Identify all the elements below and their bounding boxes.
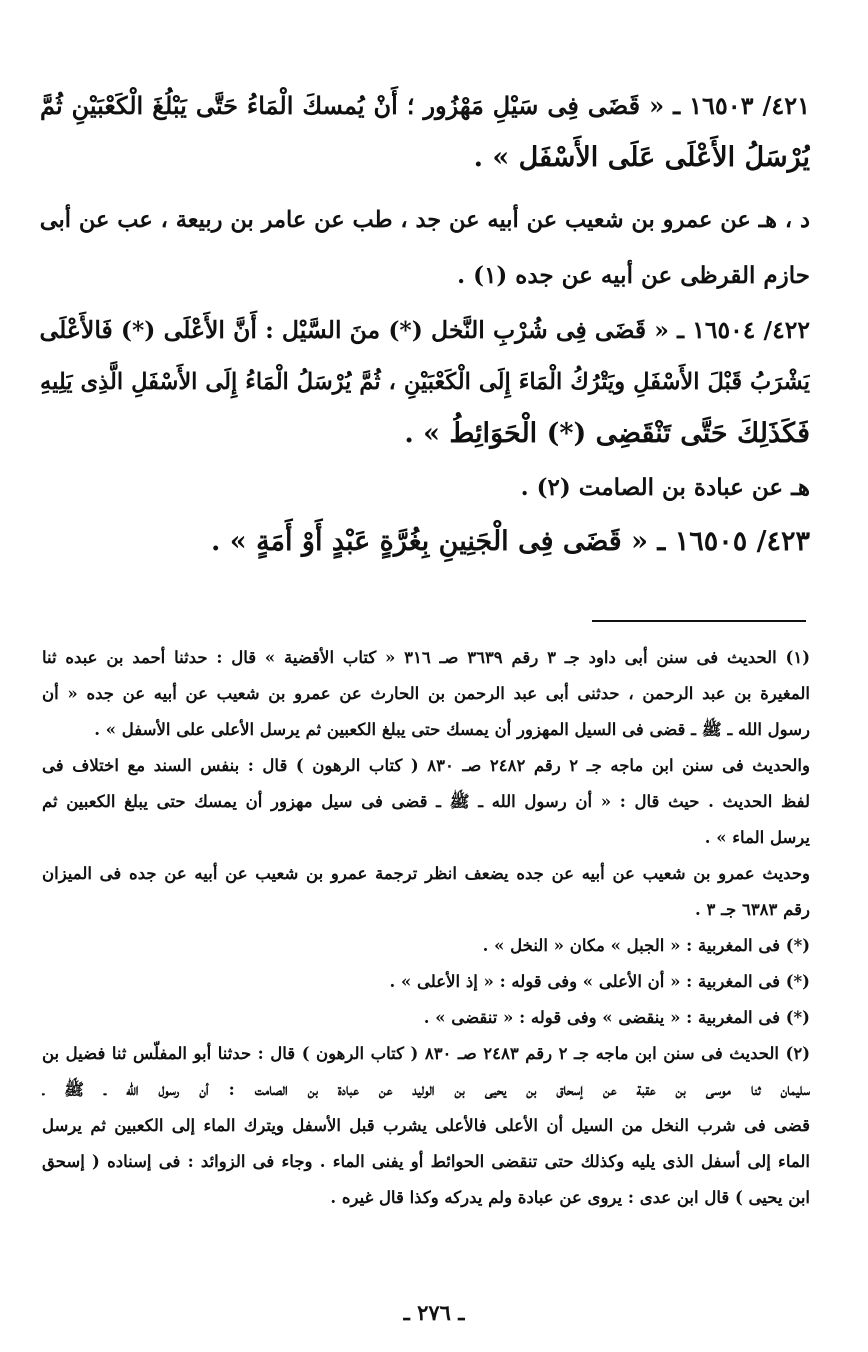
page-number: ـ ٢٧٦ ـ [403, 1300, 465, 1325]
footnote-line: سليمان ثنا موسى بن عقبة عن إسحاق بن يحيى بن الوليد عن عبادة بن الصامت : أن رسول الله ـ ﷺ ـ [42, 1080, 810, 1099]
hadith-422-line-3: فَكَذَلِكَ حَتَّى تَنْقَضِى (*) الْحَوَائِطُ » . [404, 418, 810, 449]
footnote-line: قضى فى شرب النخل من السيل أن الأعلى فالأعلى يشرب قبل الأسفل ويترك الماء إلى الكعبين ثم يرسل [42, 1116, 810, 1135]
footnote-line: يرسل الماء » . [704, 828, 810, 847]
footnote-line: (*) فى المغربية : « أن الأعلى » وفى قوله : « إذ الأعلى » . [389, 972, 810, 991]
footnote-line: (٢) الحديث فى سنن ابن ماجه جـ ٢ رقم ٢٤٨٣ صـ ٨٣٠ ( كتاب الرهون ) قال : حدثنا أبو المفلّس ثنا فضيل بن [42, 1044, 810, 1063]
hadith-421-line-2: يُرْسَلُ الأَعْلَى عَلَى الأَسْفَل » . [473, 142, 810, 173]
footnote-divider [592, 620, 806, 622]
hadith-422-line-2: يَشْرَبُ قَبْلَ الأَسْفَلِ ويَتْرُكُ الْمَاءَ إِلَى الْكَعْبَيْنِ ، ثُمَّ يُرْسَلُ الْمَاءُ إِلَى الأَسْفَلِ الَّذِى يَلِيهِ [40, 369, 810, 395]
hadith-421-line-1: ٤٢١/ ١٦٥٠٣ ـ « قَضَى فِى سَيْلِ مَهْزُور ؛ أَنْ يُمسكَ الْمَاءُ حَتَّى يَبْلُغَ الْكَعْبَيْنِ ثُمَّ [40, 91, 810, 120]
footnote-line: لفظ الحديث . حيث قال : « أن رسول الله ـ ﷺ ـ قضى فى سيل مهزور أن يمسك حتى يبلغ الكعبين ثم [42, 792, 810, 811]
hadith-422-line-1: ٤٢٢/ ١٦٥٠٤ ـ « قَضَى فِى شُرْبِ النَّخل (*) منَ السَّيْل : أَنَّ الأَعْلَى (*) فَالأَعْلَى [40, 316, 810, 344]
footnote-line: (*) فى المغربية : « ينقضى » وفى قوله : « تنقضى » . [423, 1008, 810, 1027]
footnote-line: الماء إلى أسفل الذى يليه وكذلك حتى تنقضى الحوائط أو يفنى الماء . وجاء فى الزوائد : فى إسناده ( إسحق [42, 1152, 810, 1171]
footnote-line: رسول الله ـ ﷺ ـ قضى فى السيل المهزور أن يمسك حتى يبلغ الكعبين ثم يرسل الأعلى على الأسفل » . [94, 720, 810, 739]
source-422: هـ عن عبادة بن الصامت (٢) . [520, 474, 810, 501]
main-text [40, 80, 810, 568]
footnote-line: والحديث فى سنن ابن ماجه جـ ٢ رقم ٢٤٨٢ صـ ٨٣٠ ( كتاب الرهون ) قال : بنفس السند مع اختلاف فى [42, 756, 810, 775]
footnotes [42, 640, 810, 1216]
source-421-line-1: د ، هـ عن عمرو بن شعيب عن أبيه عن جد ، طب عن عامر بن ربيعة ، عب عن أبى [40, 207, 810, 233]
footnote-line: المغيرة بن عبد الرحمن ، حدثنى أبى عبد الرحمن بن الحارث عن عمرو بن شعيب عن أبيه عن جده « أن [42, 684, 810, 703]
footnote-line: ابن يحيى ) قال ابن عدى : يروى عن عبادة ولم يدركه وكذا قال غيره . [330, 1188, 810, 1207]
footnote-line: رقم ٦٣٨٣ جـ ٣ . [695, 900, 810, 919]
footnote-line: (١) الحديث فى سنن أبى داود جـ ٣ رقم ٣٦٣٩ صـ ٣١٦ « كتاب الأقضية » قال : حدثنا أحمد بن عبده ثنا [42, 648, 810, 667]
footnote-line: (*) فى المغربية : « الجبل » مكان « النخل » . [482, 936, 810, 955]
source-421-line-2: حازم القرظى عن أبيه عن جده (١) . [457, 262, 810, 289]
hadith-423: ٤٢٣/ ١٦٥٠٥ ـ « قَضَى فِى الْجَنِينِ بِغُرَّةٍ عَبْدٍ أَوْ أَمَةٍ » . [211, 526, 810, 557]
footnote-line: وحديث عمرو بن شعيب عن أبيه عن جده يضعف انظر ترجمة عمرو بن شعيب عن أبيه عن جده فى الميزان [42, 864, 810, 883]
